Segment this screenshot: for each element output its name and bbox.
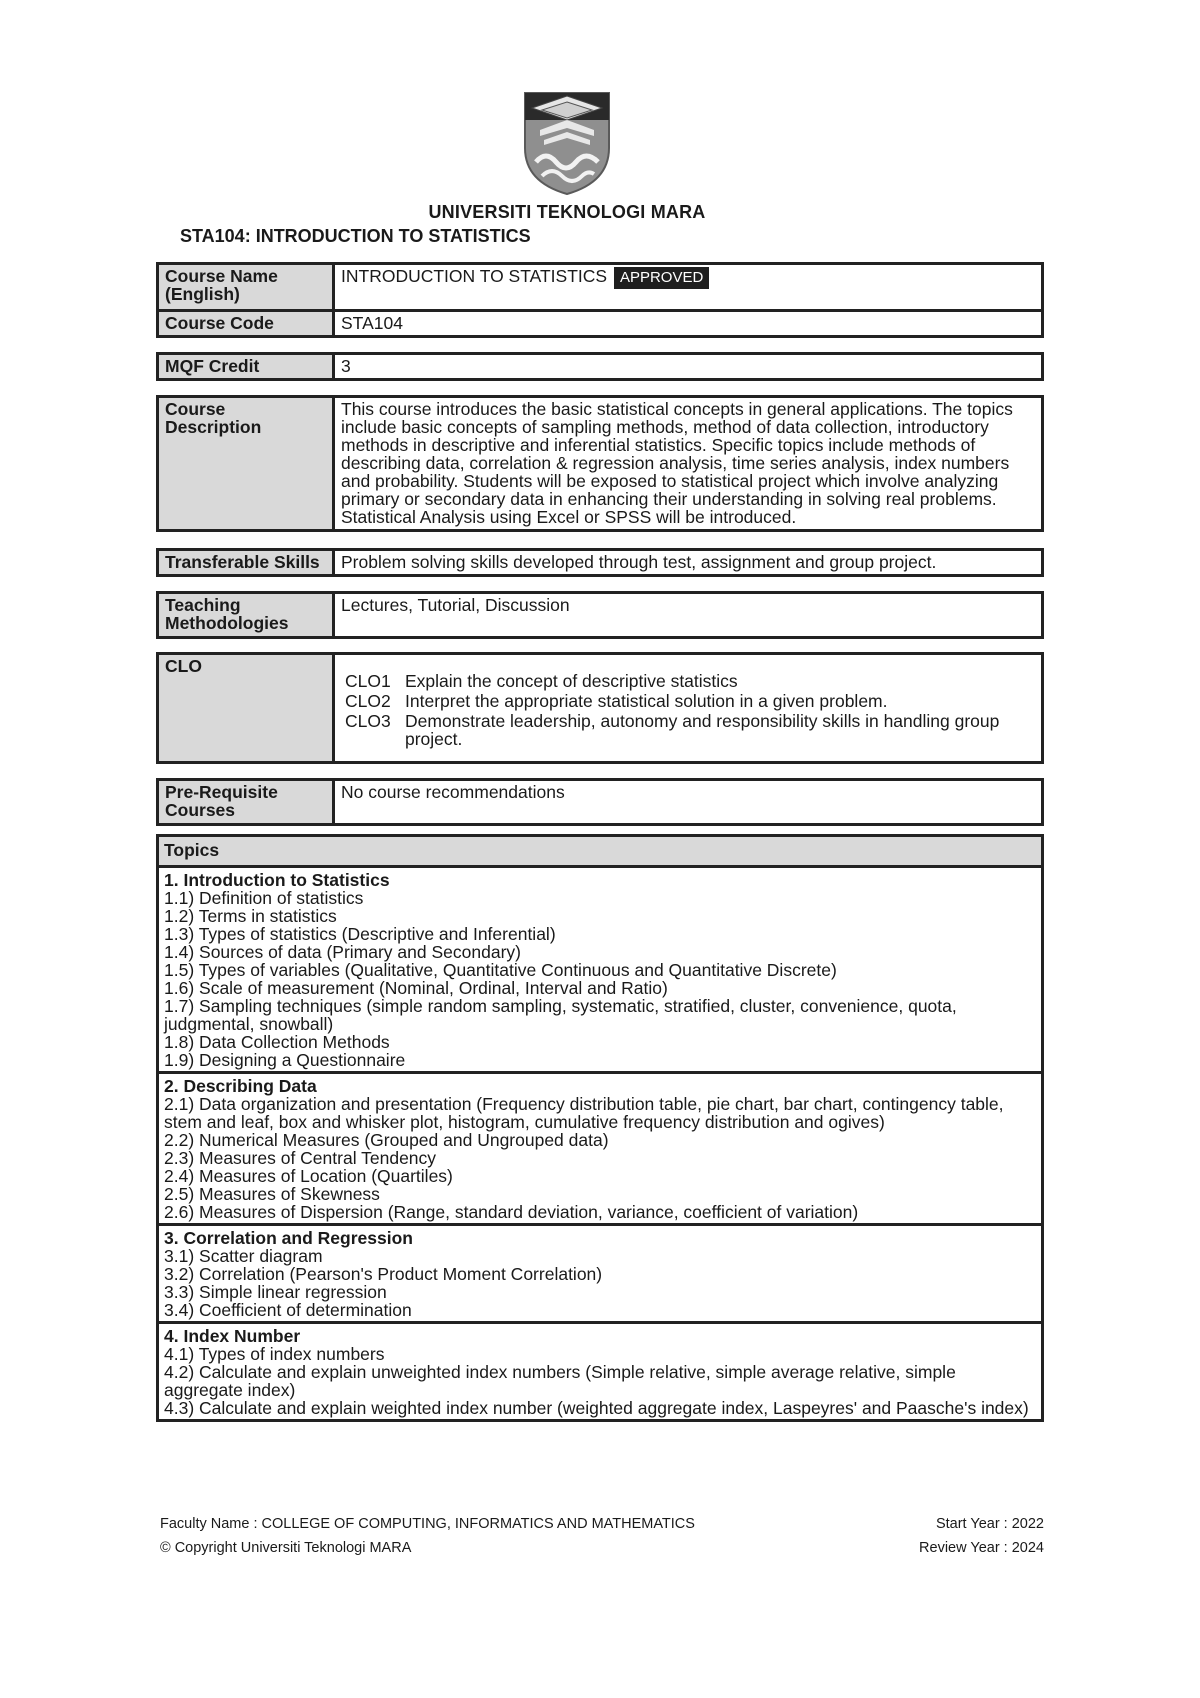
review-year: Review Year : 2024	[919, 1540, 1044, 1556]
prerequisite-label: Pre-Requisite Courses	[159, 781, 335, 823]
clo-row	[156, 652, 1044, 764]
topic-item: 1.6) Scale of measurement (Nominal, Ordinal, Interval and Ratio)	[164, 978, 668, 998]
transferable-skills-row	[156, 548, 1044, 577]
topic-item: 1.1) Definition of statistics	[164, 888, 364, 908]
topics-heading: Topics	[159, 837, 1041, 868]
approved-badge: APPROVED	[614, 267, 709, 289]
clo-id: CLO1	[345, 671, 391, 691]
topic-item: 3.3) Simple linear regression	[164, 1282, 387, 1302]
clo-label: CLO	[159, 655, 335, 761]
clo-id: CLO3	[345, 711, 391, 731]
course-title: STA104: INTRODUCTION TO STATISTICS	[180, 226, 531, 246]
topic-item: 1.8) Data Collection Methods	[164, 1032, 390, 1052]
topic-section	[159, 1226, 1041, 1324]
teaching-methodologies-row	[156, 591, 1044, 639]
copyright-notice: © Copyright Universiti Teknologi MARA	[160, 1540, 412, 1556]
topic-item: 3.2) Correlation (Pearson's Product Moment Correlation)	[164, 1264, 603, 1284]
topic-item: 4.1) Types of index numbers	[164, 1344, 385, 1364]
teaching-methodologies-value: Lectures, Tutorial, Discussion	[341, 595, 570, 615]
topic-item: 1.4) Sources of data (Primary and Secondary)	[164, 942, 521, 962]
footer-line-2	[160, 1540, 1044, 1556]
mqf-credit-label: MQF Credit	[159, 355, 335, 378]
topic-item: 1.7) Sampling techniques (simple random sampling, systematic, stratified, cluster, convenience, quota, judgmental, snowball)	[164, 996, 957, 1034]
topic-item: 2.3) Measures of Central Tendency	[164, 1148, 437, 1168]
topic-section	[159, 1074, 1041, 1226]
topic-title: 2. Describing Data	[164, 1076, 317, 1096]
topic-item: 4.3) Calculate and explain weighted index number (weighted aggregate index, Laspeyres' and Paasche's index)	[164, 1398, 1029, 1418]
topic-title: 3. Correlation and Regression	[164, 1228, 413, 1248]
clo-text: Demonstrate leadership, autonomy and responsibility skills in handling group project.	[405, 711, 1000, 749]
clo-list	[341, 671, 1035, 749]
clo-text: Interpret the appropriate statistical solution in a given problem.	[405, 691, 888, 711]
topic-section	[159, 1324, 1041, 1419]
topic-item: 2.5) Measures of Skewness	[164, 1184, 380, 1204]
transferable-skills-value: Problem solving skills developed through test, assignment and group project.	[341, 552, 937, 572]
course-code-label: Course Code	[159, 312, 335, 335]
topic-item: 2.6) Measures of Dispersion (Range, standard deviation, variance, coefficient of variation)	[164, 1202, 859, 1222]
course-description-value: This course introduces the basic statistical concepts in general applications. The topics include basic concepts of sampling methods, method of data collection, introductory methods in descriptive and inferential statistics. Specific topics include methods of describing data, correlation & regression analysis, time series analysis, index numbers and probability. Students will be exposed to statistical project which involve analyzing primary or secondary data in enhancing their understanding in solving real problems. Statistical Analysis using Excel or SPSS will be introduced.	[341, 399, 1013, 527]
transferable-skills-label: Transferable Skills	[159, 551, 335, 574]
clo-item	[341, 711, 1035, 749]
uitm-crest-logo	[522, 90, 612, 196]
course-description-row	[156, 395, 1044, 532]
topic-item: 1.9) Designing a Questionnaire	[164, 1050, 406, 1070]
topic-item: 2.2) Numerical Measures (Grouped and Ungrouped data)	[164, 1130, 609, 1150]
course-description-label: Course Description	[159, 398, 335, 529]
topic-item: 3.1) Scatter diagram	[164, 1246, 323, 1266]
topics-table	[156, 834, 1044, 1422]
course-name-row	[156, 262, 1044, 312]
course-name-label: Course Name (English)	[159, 265, 335, 309]
topic-item: 3.4) Coefficient of determination	[164, 1300, 412, 1320]
clo-item	[341, 691, 1035, 711]
topic-item: 2.4) Measures of Location (Quartiles)	[164, 1166, 453, 1186]
mqf-credit-value: 3	[341, 356, 351, 376]
topic-title: 1. Introduction to Statistics	[164, 870, 390, 890]
clo-id: CLO2	[345, 691, 391, 711]
topic-item: 2.1) Data organization and presentation (Frequency distribution table, pie chart, bar chart, contingency table, stem and leaf, box and whisker plot, histogram, cumulative frequency distribution and ogives)	[164, 1094, 1004, 1132]
start-year: Start Year : 2022	[935, 1516, 1044, 1532]
mqf-credit-row	[156, 352, 1044, 381]
course-name-value: INTRODUCTION TO STATISTICS	[341, 266, 608, 286]
topic-title: 4. Index Number	[164, 1326, 301, 1346]
topic-item: 1.2) Terms in statistics	[164, 906, 337, 926]
prerequisite-row	[156, 778, 1044, 826]
footer-line-1	[160, 1516, 1044, 1532]
topic-section	[159, 868, 1041, 1074]
course-code-row	[156, 309, 1044, 338]
university-name: UNIVERSITI TEKNOLOGI MARA	[428, 202, 706, 222]
clo-text: Explain the concept of descriptive statistics	[405, 671, 738, 691]
topic-item: 4.2) Calculate and explain unweighted index numbers (Simple relative, simple average relative, simple aggregate index)	[164, 1362, 956, 1400]
prerequisite-value: No course recommendations	[341, 782, 565, 802]
clo-item	[341, 671, 1035, 691]
course-code-value: STA104	[341, 313, 403, 333]
faculty-name: Faculty Name : COLLEGE OF COMPUTING, INFORMATICS AND MATHEMATICS	[160, 1516, 695, 1532]
topic-item: 1.3) Types of statistics (Descriptive and Inferential)	[164, 924, 556, 944]
topic-item: 1.5) Types of variables (Qualitative, Quantitative Continuous and Quantitative Discrete)	[164, 960, 837, 980]
teaching-methodologies-label: Teaching Methodologies	[159, 594, 335, 636]
